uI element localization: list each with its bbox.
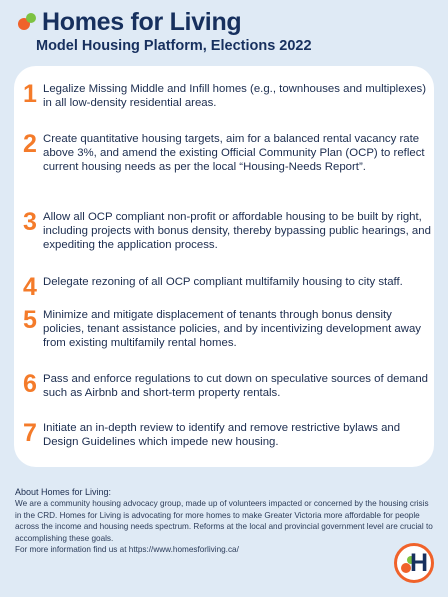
platform-item-number: 5 xyxy=(23,306,37,334)
platform-item-text: Delegate rezoning of all OCP compliant multifamily housing to city staff. xyxy=(43,276,403,288)
platform-item-3 xyxy=(14,210,434,253)
platform-item-text: Legalize Missing Middle and Infill homes (e.g., townhouses and multiplexes) in all low-density residential areas. xyxy=(43,83,427,110)
platform-item-number: 3 xyxy=(23,208,37,236)
platform-item-text: Create quantitative housing targets, aim for a balanced rental vacancy rate above 3%, and amend the existing Official Community Plan (OCP) to reflect current housing needs as per the local “Housing-Needs Report”. xyxy=(43,133,425,174)
more-info-text: For more information find us at https://www.homesforliving.ca/ xyxy=(15,545,239,555)
platform-item-5 xyxy=(14,308,434,351)
platform-item-1 xyxy=(14,82,434,110)
platform-item-2 xyxy=(14,132,434,175)
header xyxy=(18,8,438,55)
platform-item-4 xyxy=(14,275,434,300)
logo-icon xyxy=(18,11,40,33)
platform-item-6 xyxy=(14,372,434,400)
platform-item-number: 1 xyxy=(23,80,37,108)
platform-item-number: 4 xyxy=(23,273,37,301)
page-subtitle: Model Housing Platform, Elections 2022 xyxy=(36,38,312,54)
badge-letter: H xyxy=(410,549,429,577)
about-section xyxy=(15,486,433,556)
platform-item-text: Allow all OCP compliant non-profit or affordable housing to be built by right, including projects with bonus density, thereby bypassing public hearings, and expediting the application process. xyxy=(43,211,431,252)
logo-green-dot xyxy=(26,13,36,23)
logo-row xyxy=(18,8,438,36)
platform-item-number: 7 xyxy=(23,419,37,447)
page-title: Homes for Living xyxy=(42,8,242,36)
platform-item-text: Pass and enforce regulations to cut down on speculative sources of demand such as Airbnb and short-term property rentals. xyxy=(43,373,428,400)
about-heading: About Homes for Living: xyxy=(15,487,112,497)
logo-badge-icon xyxy=(394,543,434,583)
platform-item-7 xyxy=(14,421,434,449)
platform-item-number: 2 xyxy=(23,130,37,158)
about-body: We are a community housing advocacy group, made up of volunteers impacted or concerned by the housing crisis in the CRD. Homes for Living is advocating for more homes to make Greater Victoria more affordable for people across the income and housing needs spectrum. Reforms at the local and provincial government level are crucial to accomplishing these goals. xyxy=(15,499,433,543)
platform-item-text: Minimize and mitigate displacement of tenants through bonus density policies, tenant assistance policies, and by incentivizing development away from existing multifamily rental homes. xyxy=(43,309,422,350)
platform-item-number: 6 xyxy=(23,370,37,398)
platform-item-text: Initiate an in-depth review to identify and remove restrictive bylaws and Design Guidelines which impede new housing. xyxy=(43,422,401,449)
platform-card xyxy=(14,66,434,467)
